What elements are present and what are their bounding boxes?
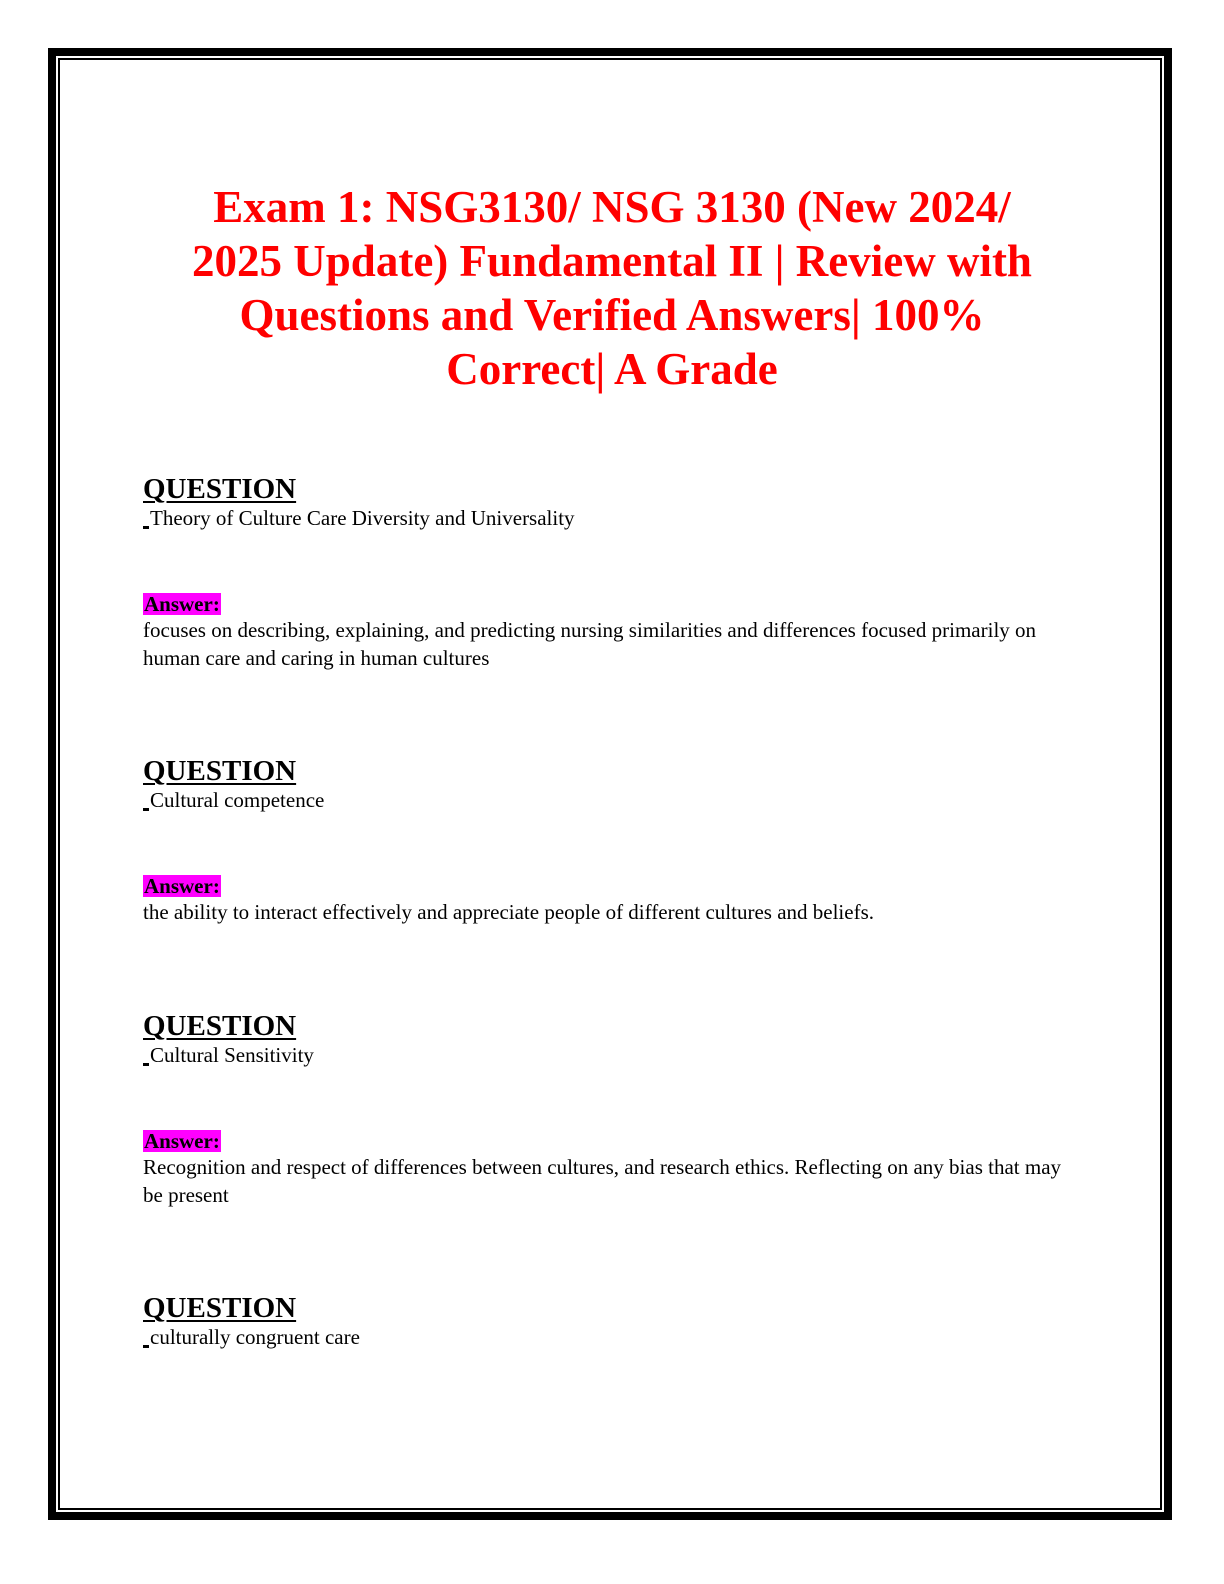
question-block [143,1011,1063,1068]
bullet-mark-icon [143,526,149,529]
title-line: Correct| A Grade [446,344,778,394]
answer-block [143,593,1063,672]
question-label: QUESTION [143,473,297,505]
bullet-mark-icon [143,1063,149,1066]
question-block [143,1293,1063,1350]
answer-label: Answer: [144,874,220,898]
question-label: QUESTION [143,1010,297,1042]
question-text: Cultural Sensitivity [143,1042,1063,1068]
answer-text: focuses on describing, explaining, and predicting nursing similarities and differences focused primarily on human care and caring in human cultures [143,618,1037,670]
answer-text: Recognition and respect of differences between cultures, and research ethics. Reflecting on any bias that may be present [143,1155,1062,1207]
title-line: 2025 Update) Fundamental II | Review with [192,236,1032,286]
answer-block [143,875,1063,926]
answer-text: the ability to interact effectively and appreciate people of different cultures and beliefs. [143,900,874,924]
title-line: Exam 1: NSG3130/ NSG 3130 (New 2024/ [213,182,1011,232]
question-text: culturally congruent care [143,1324,1063,1350]
question-label: QUESTION [143,755,297,787]
document-title [130,180,1094,396]
answer-block [143,1130,1063,1209]
answer-label: Answer: [144,592,220,616]
bullet-mark-icon [143,808,149,811]
question-block [143,474,1063,531]
question-text: Cultural competence [143,787,1063,813]
question-text: Theory of Culture Care Diversity and Universality [143,505,1063,531]
answer-label: Answer: [144,1129,220,1153]
question-block [143,756,1063,813]
title-line: Questions and Verified Answers| 100% [239,290,985,340]
bullet-mark-icon [143,1345,149,1348]
question-label: QUESTION [143,1292,297,1324]
